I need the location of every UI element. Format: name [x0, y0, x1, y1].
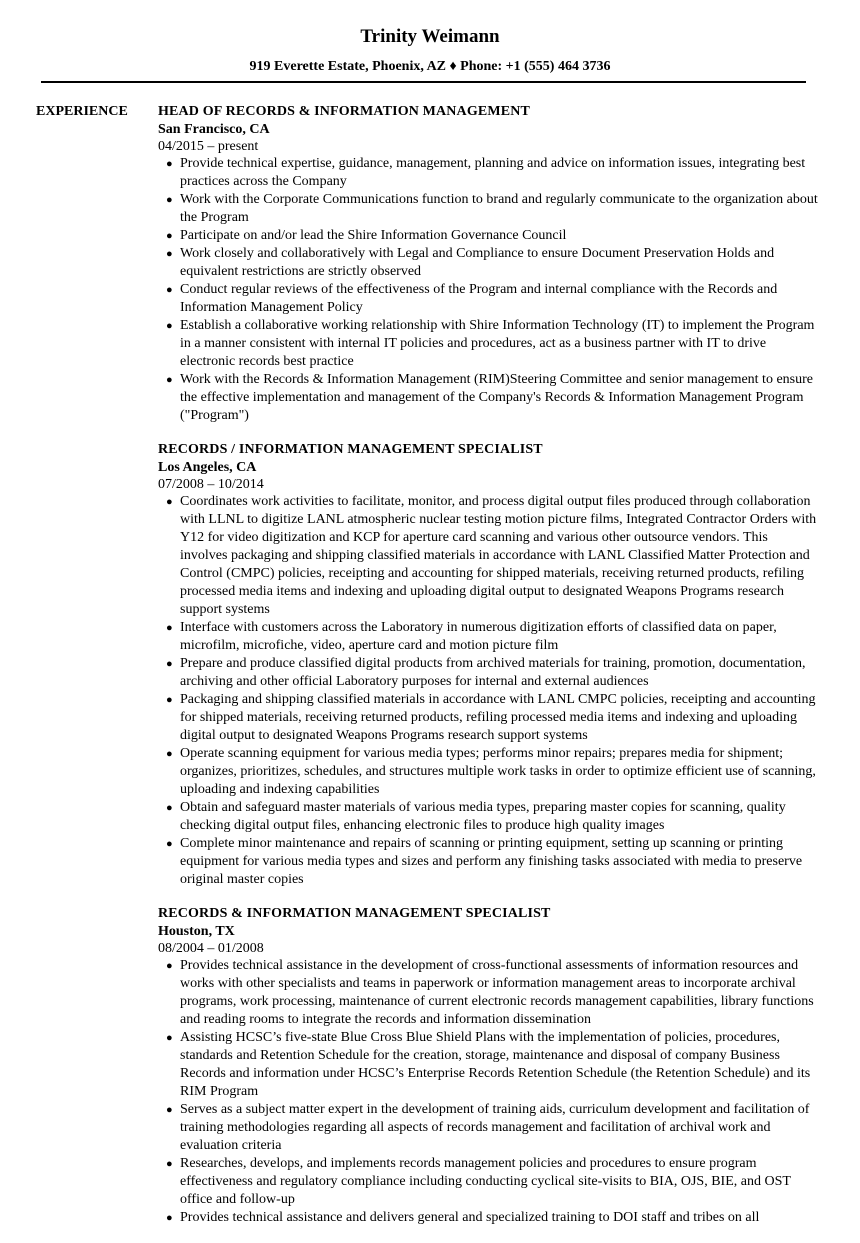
- job-entry: [158, 905, 818, 1227]
- candidate-name: Trinity Weimann: [360, 26, 500, 47]
- job-location: Houston, TX: [158, 924, 235, 939]
- list-item: [158, 191, 818, 227]
- list-item: [158, 799, 818, 835]
- bullet-icon: ●: [166, 838, 173, 850]
- bullet-icon: ●: [166, 1212, 173, 1224]
- list-item: [158, 155, 818, 191]
- bullet-text: Participate on and/or lead the Shire Information Governance Council: [180, 228, 567, 243]
- bullet-icon: ●: [166, 1032, 173, 1044]
- job-bullet-list: [158, 155, 818, 425]
- contact-line: 919 Everette Estate, Phoenix, AZ ♦ Phone: +1 (555) 464 3736: [249, 59, 611, 74]
- list-item: [158, 691, 818, 745]
- bullet-text: Work closely and collaboratively with Legal and Compliance to ensure Document Preservation Holds and equivalent restrictions are strictly observed: [180, 246, 775, 279]
- bullet-text: Interface with customers across the Laboratory in numerous digitization efforts of classified data on paper, microfilm, microfiche, video, aperture card and motion picture film: [180, 620, 777, 653]
- bullet-icon: ●: [166, 1158, 173, 1170]
- experience-section: [0, 103, 860, 1243]
- bullet-icon: ●: [166, 748, 173, 760]
- job-entry: [158, 441, 818, 889]
- bullet-icon: ●: [166, 496, 173, 508]
- bullet-text: Work with the Records & Information Management (RIM)Steering Committee and senior management to ensure the effective implementation and management of the Company's Records & Information Management Program ("Program"): [180, 372, 813, 423]
- list-item: [158, 245, 818, 281]
- job-title: RECORDS / INFORMATION MANAGEMENT SPECIALIST: [158, 442, 543, 457]
- header-divider: [41, 81, 806, 83]
- list-item: [158, 371, 818, 425]
- bullet-icon: ●: [166, 658, 173, 670]
- bullet-text: Conduct regular reviews of the effectiveness of the Program and internal compliance with the Records and Information Management Policy: [180, 282, 778, 315]
- list-item: [158, 281, 818, 317]
- bullet-text: Serves as a subject matter expert in the development of training aids, curriculum development and facilitation of training methodologies regarding all aspects of records management and facilitation of archival work and evaluation criteria: [180, 1102, 810, 1153]
- list-item: [158, 493, 818, 619]
- bullet-text: Packaging and shipping classified materials in accordance with LANL CMPC policies, receipting and accounting for shipped materials, receiving returned products, refiling processed media items and indexing and uploading digital output to designated Weapons Programs research support systems: [180, 692, 816, 743]
- bullet-icon: ●: [166, 230, 173, 242]
- list-item: [158, 1101, 818, 1155]
- job-dates: 07/2008 – 10/2014: [158, 477, 264, 492]
- bullet-icon: ●: [166, 158, 173, 170]
- section-label-experience: EXPERIENCE: [36, 104, 128, 119]
- bullet-text: Obtain and safeguard master materials of various media types, preparing master copies for scanning, quality checking digital output files, enhancing electronic files to produce high quality images: [180, 800, 786, 833]
- job-location: San Francisco, CA: [158, 122, 270, 137]
- bullet-icon: ●: [166, 248, 173, 260]
- bullet-icon: ●: [166, 622, 173, 634]
- bullet-text: Assisting HCSC’s five-state Blue Cross Blue Shield Plans with the implementation of policies, procedures, standards and Retention Schedule for the creation, storage, maintenance and disposal of company Business Records and information under HCSC’s Enterprise Records Retention Schedule (the Retention Schedule) and its RIM Program: [180, 1030, 811, 1099]
- bullet-text: Provides technical assistance and delivers general and specialized training to DOI staff and tribes on all: [180, 1210, 760, 1225]
- list-item: [158, 957, 818, 1029]
- job-dates: 04/2015 – present: [158, 139, 259, 154]
- bullet-text: Coordinates work activities to facilitate, monitor, and process digital output files produced through collaboration with LLNL to digitize LANL atmospheric nuclear testing motion picture films, Integrated Contractor Orders with Y12 for video digitization and KCP for aperture card scanning and various other outsource vendors. This involves packaging and shipping classified materials in accordance with LANL Classified Matter Protection and Control (CMPC) policies, receipting and accounting for shipped materials, receiving returned products, refiling processed media items and indexing and uploading digital output to designated Weapons Programs research support systems: [180, 494, 817, 617]
- list-item: [158, 1209, 818, 1227]
- job-list: [158, 103, 818, 1243]
- bullet-icon: ●: [166, 1104, 173, 1116]
- list-item: [158, 227, 818, 245]
- bullet-icon: ●: [166, 694, 173, 706]
- bullet-icon: ●: [166, 320, 173, 332]
- job-entry: [158, 103, 818, 425]
- job-bullet-list: [158, 493, 818, 889]
- bullet-icon: ●: [166, 284, 173, 296]
- list-item: [158, 835, 818, 889]
- list-item: [158, 619, 818, 655]
- list-item: [158, 1029, 818, 1101]
- bullet-icon: ●: [166, 194, 173, 206]
- bullet-text: Provides technical assistance in the development of cross-functional assessments of information resources and works with other specialists and teams in paperwork or information management areas to incorporate archival programs, work processing, maintenance of current electronic records management capabilities, library functions and reading rooms to integrate the records and information dissemination: [180, 958, 814, 1027]
- bullet-icon: ●: [166, 374, 173, 386]
- job-location: Los Angeles, CA: [158, 460, 257, 475]
- resume-header: [0, 0, 860, 76]
- bullet-text: Work with the Corporate Communications function to brand and regularly communicate to the organization about the Program: [180, 192, 818, 225]
- list-item: [158, 1155, 818, 1209]
- bullet-icon: ●: [166, 960, 173, 972]
- bullet-text: Provide technical expertise, guidance, management, planning and advice on information issues, integrating best practices across the Company: [180, 156, 806, 189]
- job-title: HEAD OF RECORDS & INFORMATION MANAGEMENT: [158, 104, 530, 119]
- job-dates: 08/2004 – 01/2008: [158, 941, 264, 956]
- job-bullet-list: [158, 957, 818, 1227]
- bullet-text: Prepare and produce classified digital products from archived materials for training, promotion, documentation, archiving and other official Laboratory purposes for internal and external audiences: [180, 656, 806, 689]
- job-title: RECORDS & INFORMATION MANAGEMENT SPECIALIST: [158, 906, 551, 921]
- bullet-text: Operate scanning equipment for various media types; performs minor repairs; prepares media for shipment; organizes, prioritizes, schedules, and structures multiple work tasks in order to optimize efficient use of scanning, uploading and indexing capabilities: [180, 746, 816, 797]
- bullet-text: Researches, develops, and implements records management policies and procedures to ensure program effectiveness and regulatory compliance including conducting cyclical site-visits to BIA, OJS, BIE, and OST office and follow-up: [180, 1156, 791, 1207]
- list-item: [158, 745, 818, 799]
- list-item: [158, 655, 818, 691]
- bullet-text: Complete minor maintenance and repairs of scanning or printing equipment, setting up scanning or printing equipment for various media types and sizes and perform any finishing tasks associated with media to preserve original master copies: [180, 836, 803, 887]
- bullet-icon: ●: [166, 802, 173, 814]
- bullet-text: Establish a collaborative working relationship with Shire Information Technology (IT) to implement the Program in a manner consistent with internal IT policies and procedures, act as a business partner with IT to drive electronic records best practice: [180, 318, 815, 369]
- list-item: [158, 317, 818, 371]
